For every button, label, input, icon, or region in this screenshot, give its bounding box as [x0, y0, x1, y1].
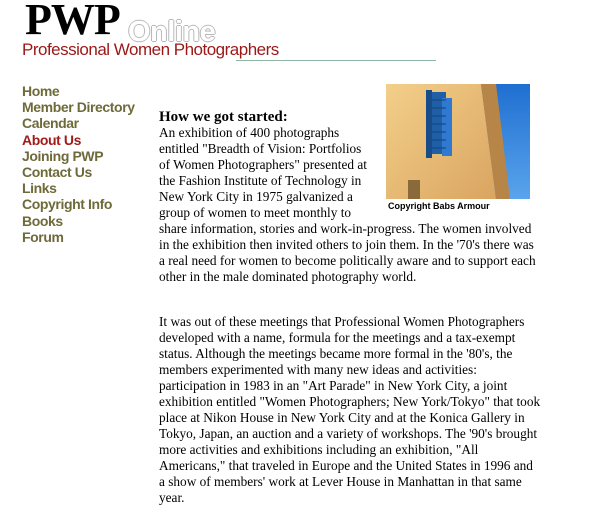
- paragraph-line: members experimented with many new ideas and activities:: [159, 362, 477, 377]
- nav-item-home[interactable]: Home: [22, 83, 60, 99]
- paragraph-line: Americans," that traveled in Europe and the United States in 1996 and: [159, 458, 533, 473]
- paragraph-line: other in the male dominated photography world.: [159, 269, 417, 284]
- article-heading: How we got started:: [159, 109, 288, 125]
- paragraph-line: exhibition entitled "Women Photographers; New York/Tokyo" that took: [159, 394, 541, 409]
- paragraph-line: group of women to meet monthly to: [159, 205, 352, 220]
- paragraph-line: place at Nikon House in New York City and at the Konica Gallery in: [159, 410, 525, 425]
- paragraph-line: participation in 1983 in an "Art Parade" in New York City, a joint: [159, 378, 508, 393]
- paragraph-line: a show of members' work at Lever House in Manhattan in that same: [159, 474, 522, 489]
- main-nav: [22, 83, 142, 245]
- paragraph-line: It was out of these meetings that Professional Women Photographers: [159, 314, 525, 329]
- nav-item-books[interactable]: Books: [22, 212, 63, 229]
- paragraph-line: An exhibition of 400 photographs: [159, 125, 340, 140]
- article-paragraph-1: [159, 125, 536, 285]
- photo-caption: Copyright Babs Armour: [388, 201, 490, 211]
- nav-item-calendar[interactable]: Calendar: [22, 115, 79, 132]
- paragraph-line: a real need for women to become politically aware and to support each: [159, 253, 536, 268]
- paragraph-line: status. Although the meetings became more formal in the '80's, the: [159, 346, 513, 361]
- nav-item-joining-pwp[interactable]: Joining PWP: [22, 147, 104, 164]
- nav-item-forum[interactable]: Forum: [22, 228, 64, 245]
- paragraph-line: share information, stories and work-in-progress. The women involved: [159, 221, 532, 236]
- article-paragraph-2: [159, 314, 540, 506]
- logo-online-text: Online: [128, 16, 216, 48]
- paragraph-line: New York City in 1975 galvanized a: [159, 189, 353, 204]
- paragraph-line: entitled "Breadth of Vision: Portfolios: [159, 141, 362, 156]
- paragraph-line: in the exhibition then invited others to join them. In the '70's there was: [159, 237, 534, 252]
- paragraph-line: of Women Photographers" presented at: [159, 157, 367, 172]
- header-divider: [236, 60, 436, 61]
- paragraph-line: developed with a name, formula for the meetings and a tax-exempt: [159, 330, 516, 345]
- nav-item-member-directory[interactable]: Member Directory: [22, 99, 135, 116]
- nav-item-about-us[interactable]: About Us: [22, 131, 82, 148]
- paragraph-line: the Fashion Institute of Technology in: [159, 173, 362, 188]
- site-logo[interactable]: [0, 0, 600, 66]
- paragraph-line: year.: [159, 490, 185, 505]
- nav-item-links[interactable]: Links: [22, 180, 57, 197]
- nav-item-contact-us[interactable]: Contact Us: [22, 164, 92, 181]
- paragraph-line: Tokyo, Japan, an auction and a variety of workshops. The '90's brought: [159, 426, 538, 441]
- logo-subtitle: Professional Women Photographers: [22, 40, 279, 59]
- logo-pwp-text: PWP: [25, 0, 120, 44]
- nav-item-copyright-info[interactable]: Copyright Info: [22, 196, 113, 213]
- paragraph-line: more activities and exhibitions including an exhibition, "All: [159, 442, 479, 457]
